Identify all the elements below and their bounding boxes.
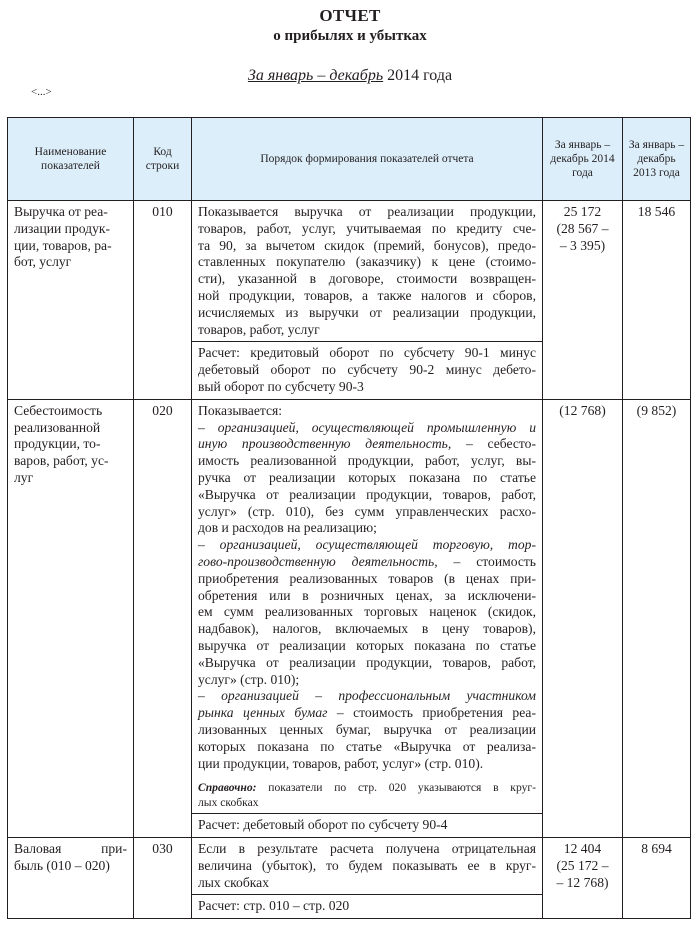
- row-calculation: [192, 895, 543, 919]
- desc-line: ной продукции, товаров, а также налогов и сборов,: [198, 287, 536, 303]
- desc-line: Показывается выручка от реализации продукции,: [198, 204, 536, 219]
- row-name-line: продукции, то-: [14, 436, 101, 452]
- header-previous-year: За январь – декабрь 2013 года: [623, 118, 691, 201]
- desc-italic: гово-производственную деятельность,: [198, 553, 438, 569]
- row-name-line: Валовая при-: [14, 841, 127, 857]
- table-row: [8, 201, 691, 342]
- row-name-line: ции, товаров, ра-: [14, 237, 112, 253]
- desc-line: услуг» (стр. 010);: [198, 671, 300, 687]
- desc-line: – организацией, осуществляющей торговую, тор-: [198, 537, 536, 553]
- desc-line: товаров, работ, услуг, учитываемая по кредиту сче-: [198, 220, 536, 236]
- row-name-line: варов, работ, ус-: [14, 453, 109, 469]
- desc-line: ем сумм реализованных торговых наценок (скидок,: [198, 604, 536, 620]
- current-year-value: [543, 399, 623, 837]
- desc-line: лых скобках: [198, 874, 270, 890]
- value-line: (28 567 –: [556, 220, 609, 236]
- desc-italic: иную производственную деятельность,: [198, 436, 452, 452]
- period-suffix: года: [423, 67, 453, 84]
- desc-line: исчисляемых из выручки от реализации продукции,: [198, 304, 536, 320]
- value-line: 25 172: [563, 204, 602, 219]
- desc-line: Показывается:: [198, 402, 283, 418]
- table-header-row: [8, 118, 691, 201]
- desc-line: приобретения реализованных товаров (в ценах при-: [198, 570, 536, 586]
- note-line: лых скобках: [198, 796, 259, 810]
- desc-line: «Выручка от реализации продукции, товаров, работ,: [198, 654, 536, 670]
- previous-year-value: [623, 201, 691, 400]
- desc-line: товаров, работ, услуг: [198, 321, 320, 337]
- desc-line: дов и расходов на реализацию;: [198, 520, 377, 536]
- value-line: (25 172 –: [556, 857, 609, 873]
- current-year-value: [543, 838, 623, 919]
- report-title: ОТЧЕТ: [319, 6, 381, 25]
- calc-line: Расчет: стр. 010 – стр. 020: [198, 898, 350, 914]
- note-label: Справочно:: [198, 781, 257, 795]
- note-text: показатели по стр. 020 указываются в круг-: [256, 781, 536, 795]
- period-year: 2014: [383, 67, 424, 84]
- header-order: Порядок формирования показателей отчета: [192, 118, 543, 201]
- value-line: (9 852): [636, 402, 677, 418]
- row-name-line: Выручка от реа-: [14, 204, 108, 219]
- omission-mark: <...>: [31, 86, 52, 98]
- desc-line: [198, 705, 536, 722]
- table-row: [8, 838, 691, 895]
- desc-line: обретения или в розничных ценах, за исключени-: [198, 587, 536, 603]
- desc-italic: рынка ценных бумаг: [198, 705, 328, 721]
- value-line: – 12 768): [556, 874, 609, 890]
- previous-year-value: [623, 838, 691, 919]
- calc-line: Расчет: дебетовый оборот по субсчету 90-4: [198, 817, 448, 833]
- row-name: [8, 838, 134, 919]
- value-line: (12 768): [559, 402, 606, 418]
- period-underlined: За январь – декабрь: [247, 67, 384, 84]
- desc-text: – себесто-: [451, 436, 536, 452]
- calc-line: вый оборот по субсчету 90-3: [198, 378, 364, 394]
- desc-line: «Выручка от реализации продукции, товаров, работ,: [198, 486, 536, 502]
- row-code: 030: [134, 838, 192, 919]
- desc-line: ции продукции, товаров, работ, услуг» (стр. 010).: [198, 755, 484, 771]
- report-table: [7, 117, 691, 919]
- row-description: [192, 201, 543, 342]
- row-calculation: [192, 342, 543, 399]
- desc-line: надбавок), налогов, включаемых в цену товаров),: [198, 621, 536, 637]
- header-code: Код строки: [134, 118, 192, 201]
- row-name: [8, 399, 134, 837]
- row-code: 010: [134, 201, 192, 400]
- row-name-line: лизации продук-: [14, 220, 111, 236]
- desc-line: которых показана по статье «Выручка от реализа-: [198, 738, 536, 754]
- desc-line: сти), указанной в договоре, стоимости возвращен-: [198, 271, 536, 287]
- desc-line: – организацией, осуществляющей промышленную и: [198, 419, 536, 435]
- value-line: 12 404: [563, 841, 602, 857]
- desc-line: ставленных покупателю (заказчику) к цене (стоимо-: [198, 254, 536, 270]
- value-line: 18 546: [637, 204, 676, 219]
- value-line: 8 694: [641, 841, 672, 857]
- row-description: [192, 399, 543, 814]
- desc-line: та 90, за вычетом скидок (премий, бонусов), предо-: [198, 237, 536, 253]
- report-period: [0, 66, 700, 86]
- current-year-value: [543, 201, 623, 400]
- row-name-line: луг: [14, 469, 34, 485]
- row-name-line: бот, услуг: [14, 254, 72, 270]
- table-row: [8, 399, 691, 814]
- calc-line: дебетовый оборот по субсчету 90-2 минус дебето-: [198, 362, 536, 378]
- row-name-line: Себестоимость: [14, 402, 103, 418]
- note-line: [198, 780, 536, 795]
- header-name: Наименование показателей: [8, 118, 134, 201]
- desc-text: – стоимость: [437, 553, 537, 569]
- desc-line: имость реализованной продукции, работ, услуг, вы-: [198, 453, 536, 469]
- spacer: [198, 772, 536, 780]
- desc-line: Если в результате расчета получена отрицательная: [198, 841, 536, 857]
- desc-text: – стоимость приобретения реа-: [327, 705, 536, 721]
- row-name-line: быль (010 – 020): [14, 857, 110, 873]
- row-description: [192, 838, 543, 895]
- desc-line: ручка от реализации которых показана по статье: [198, 469, 536, 485]
- desc-line: выручка от реализации которых показана по статье: [198, 637, 536, 653]
- row-name-line: реализованной: [14, 419, 101, 435]
- desc-line: лизованных ценных бумаг, выручка от реализации: [198, 721, 536, 737]
- header-current-year: За январь – декабрь 2014 года: [543, 118, 623, 201]
- desc-line: величина (убыток), то будем показывать ее в круг-: [198, 857, 536, 873]
- value-line: – 3 395): [559, 237, 606, 253]
- desc-line: [198, 436, 536, 453]
- previous-year-value: [623, 399, 691, 837]
- row-calculation: [192, 814, 543, 838]
- report-subtitle: о прибылях и убытках: [273, 28, 427, 44]
- desc-line: услуг» (стр. 010), без сумм управленческих расхо-: [198, 503, 536, 519]
- desc-line: – организацией – профессиональным участником: [198, 688, 536, 704]
- row-name: [8, 201, 134, 400]
- calc-line: Расчет: кредитовый оборот по субсчету 90-1 минус: [198, 345, 536, 361]
- row-code: 020: [134, 399, 192, 837]
- desc-line: [198, 554, 536, 571]
